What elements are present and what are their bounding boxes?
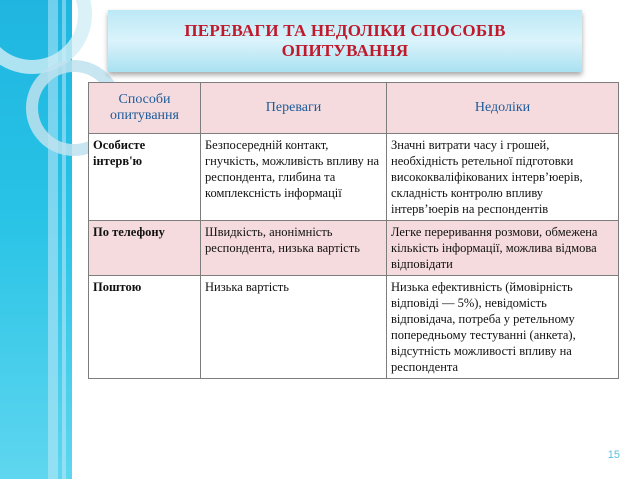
header-methods-line1: Способи xyxy=(118,92,171,107)
row-disadvantages: Легке переривання розмови, обмежена кількість інформації, можлива відмова відповідати xyxy=(387,221,619,276)
row-disadvantages: Низька ефективність (ймовірність відповіді — 5%), невідомість відповідача, потреба у ретельному попередньому тестуванні (анкета), відсутність можливості впливу на респондента xyxy=(387,276,619,379)
slide-number: 15 xyxy=(607,449,620,461)
row-advantages: Швидкість, анонімність респондента, низька вартість xyxy=(201,221,387,276)
row-method: Поштою xyxy=(89,276,201,379)
title-line-1: ПЕРЕВАГИ ТА НЕДОЛІКИ СПОСОБІВ xyxy=(184,21,506,40)
table-header-row xyxy=(89,83,619,134)
header-methods-line2: опитування xyxy=(110,108,179,123)
table-row xyxy=(89,276,619,379)
row-method: По телефону xyxy=(89,221,201,276)
title-line-2: ОПИТУВАННЯ xyxy=(281,41,409,60)
table-row xyxy=(89,221,619,276)
header-disadvantages: Недоліки xyxy=(387,83,619,134)
header-methods xyxy=(89,83,201,134)
header-advantages: Переваги xyxy=(201,83,387,134)
row-advantages: Низька вартість xyxy=(201,276,387,379)
row-disadvantages: Значні витрати часу і грошей, необхідність ретельної підготовки висококваліфікованих інтерв’юерів, складність контролю впливу інтерв’юерів на респондентів xyxy=(387,134,619,221)
row-advantages: Безпосередній контакт, гнучкість, можливість впливу на респондента, глибина та комплексність інформації xyxy=(201,134,387,221)
row-method: Особисте інтерв'ю xyxy=(89,134,201,221)
comparison-table xyxy=(88,82,619,379)
slide-title xyxy=(108,10,582,72)
table-row xyxy=(89,134,619,221)
